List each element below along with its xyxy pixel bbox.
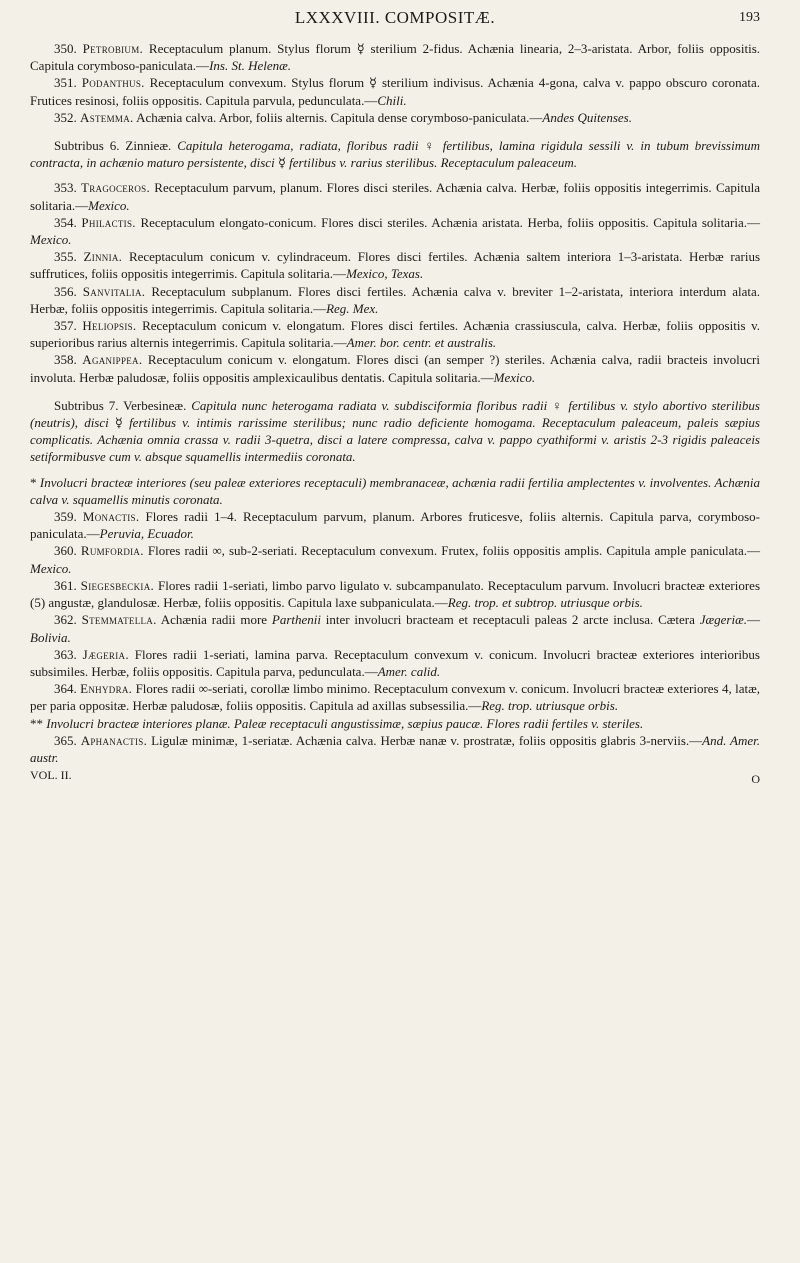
section-note — [30, 715, 760, 732]
section-note — [30, 474, 760, 508]
genus-name: Aganippea. — [82, 352, 143, 368]
entry-locality: Bolivia. — [30, 629, 71, 645]
entry-locality: Ins. St. Helenæ. — [209, 58, 292, 74]
entry-locality: Mexico. — [493, 369, 536, 385]
entry-number: 356. — [54, 283, 77, 299]
genus-name: Siegesbeckia. — [80, 577, 155, 593]
genus-entry — [30, 542, 760, 576]
genus-entry — [30, 351, 760, 385]
volume-label: VOL. II. — [30, 768, 72, 783]
chapter-title: LXXXVIII. COMPOSITÆ. — [294, 8, 496, 27]
entry-locality: Peruvia, Ecuador. — [99, 526, 194, 542]
genus-entry — [30, 611, 760, 645]
entry-number: 351. — [54, 75, 77, 91]
subtribe-heading — [30, 397, 760, 466]
subtribe-description: Capitula heterogama, radiata, floribus radii ♀ fertilibus, lamina rigidula sessili v. in tubum brevissimum contracta, in achænio maturo persistente, disci ☿ fertilibus v. rarius sterilibus. Receptaculum paleaceum. — [30, 138, 761, 171]
genus-entry — [30, 214, 760, 248]
genus-name: Philactis. — [81, 214, 136, 230]
genus-name: Sanvitalia. — [82, 283, 146, 299]
entry-text: Ligulæ minimæ, 1-seriatæ. Achænia calva. Herbæ nanæ v. prostratæ, foliis oppositis glabris 3-nerviis.— — [147, 732, 703, 748]
entry-number: 354. — [54, 214, 77, 230]
entry-text: Receptaculum conicum v. elongatum. Flores disci fertiles. Achænia crassiuscula, calva. Herbæ, foliis oppositis v. superioribus rarius alternis integerrimis. Capitula solitaria.— — [30, 318, 761, 351]
note-mark: * — [30, 474, 37, 490]
genus-name: Podanthus. — [81, 75, 145, 91]
note-text: Involucri bracteæ interiores (seu paleæ exteriores receptaculi) membranaceæ, achænia radii fertilia amplectentes v. involventes. Achænia calva v. squamellis minutis coronata. — [30, 474, 760, 507]
genus-entry — [30, 646, 760, 680]
entry-locality: Mexico, Texas. — [346, 266, 424, 282]
entry-text: Receptaculum planum. Stylus florum ☿ sterilium 2-fidus. Achænia linearia, 2–3-aristata. Arbor, foliis oppositis. Capitula corymboso-paniculata.— — [30, 41, 761, 74]
spacer — [30, 171, 760, 179]
entry-number: 359. — [54, 509, 77, 525]
entry-text: Flores radii 1-seriati, lamina parva. Receptaculum convexum v. conicum. Involucri bracteæ exteriores interioribus subsimiles. Herbæ, foliis oppositis. Capitula parva, pedunculata.— — [30, 646, 760, 679]
entry-number: 363. — [54, 646, 77, 662]
entry-locality: Mexico. — [30, 232, 72, 248]
page-footer — [30, 768, 760, 788]
entry-locality: And. Amer. austr. — [30, 732, 760, 765]
entry-number: 350. — [54, 41, 77, 56]
genus-entry — [30, 74, 760, 108]
entry-text: Receptaculum conicum v. cylindraceum. Flores disci fertiles. Achænia saltem interiora 1–3-aristata. Herbæ rarius suffrutices, foliis oppositis integerrimis. Capitula solitaria.— — [30, 249, 761, 282]
genus-name: Aphanactis. — [80, 732, 148, 748]
running-header — [30, 0, 760, 40]
note-mark: ** — [30, 715, 43, 731]
genus-name: Rumfordia. — [80, 543, 144, 559]
entry-number: 355. — [54, 249, 77, 265]
entry-number: 364. — [54, 681, 77, 697]
entry-number: 353. — [54, 180, 77, 196]
genus-name: Jægeria. — [82, 646, 129, 662]
genus-entry — [30, 248, 760, 282]
genus-entry — [30, 577, 760, 611]
entry-italic: Jægeriæ. — [699, 612, 748, 628]
entry-locality: Mexico. — [30, 560, 72, 576]
entry-locality: Amer. bor. centr. et australis. — [346, 335, 497, 351]
genus-entry — [30, 508, 760, 542]
genus-name: Tragoceros. — [81, 180, 151, 196]
signature-mark: O — [751, 772, 760, 787]
entry-locality: Reg. trop. et subtrop. utriusque orbis. — [447, 595, 643, 611]
entry-italic: Parthenii — [271, 612, 321, 628]
spacer — [30, 466, 760, 474]
genus-entry — [30, 680, 760, 714]
entry-number: 361. — [54, 577, 77, 593]
genus-name: Zinnia. — [83, 249, 123, 265]
entry-locality: Andes Quitenses. — [542, 109, 632, 125]
entry-number: 365. — [54, 732, 77, 748]
subtribe-heading — [30, 137, 760, 171]
entry-text: Receptaculum convexum. Stylus florum ☿ sterilium indivisus. Achænia 4-gona, calva v. pappo obscuro coronata. Frutices resinosi, foliis oppositis. Capitula parvula, pedunculata.— — [30, 75, 761, 108]
entry-number: 362. — [54, 612, 77, 628]
genus-name: Enhydra. — [80, 681, 133, 697]
genus-entry — [30, 317, 760, 351]
entry-text: Flores radii 1-seriati, limbo parvo ligulato v. subcampanulato. Receptaculum parvum. Involucri bracteæ exteriores (5) angustæ, glandulosæ. Herbæ, foliis oppositis. Capitula laxe subpaniculata.— — [30, 577, 761, 611]
entry-text: Achænia calva. Arbor, foliis alternis. Capitula dense corymboso-paniculata.— — [133, 109, 543, 125]
entry-number: 352. — [54, 109, 77, 125]
entry-locality: Chili. — [377, 92, 407, 108]
genus-name: Astemma. — [80, 109, 134, 125]
entry-locality: Reg. Mex. — [326, 300, 379, 316]
entry-text: Achænia radii more — [156, 612, 272, 628]
subtribe-description: Capitula nunc heterogama radiata v. subdisciformia floribus radii ♀ fertilibus v. stylo abortivo sterilibus (neutris), disci ☿ fertilibus v. intimis rarissime sterilibus; nunc radio deficiente homogama. Receptaculum paleaceum, paleis sæpius complicatis. Achænia omnia crassa v. radii 3-quetra, disci a latere compressa, calva v. pappo cyathiformi v. aristis 2-3 rigidis paleaceis setiformibusve cum v. absque squamellis intermediis coronata. — [30, 397, 760, 465]
genus-name: Monactis. — [82, 509, 140, 525]
entry-text: Receptaculum conicum v. elongatum. Flores disci (an semper ?) steriles. Achænia calva, radii bracteis involucri involuta. Herbæ paludosæ, foliis oppositis amplexicaulibus dentatis. Capitula solitaria.— — [30, 352, 760, 385]
entry-text: Flores radii 1–4. Receptaculum parvum, planum. Arbores fruticesve, foliis alternis. Capitula parva, corymboso-paniculata.— — [30, 509, 761, 542]
genus-entry — [30, 732, 760, 766]
entry-text: inter involucri bracteam et receptaculi paleas 2 arcte inclusa. Cætera — [320, 612, 700, 628]
entry-locality: Reg. trop. utriusque orbis. — [481, 698, 619, 714]
subtribe-name: Subtribus 6. Zinnieæ. — [54, 138, 172, 154]
entry-text: Receptaculum parvum, planum. Flores disci steriles. Achænia calva. Herbæ, foliis oppositis integerrimis. Capitula solitaria.— — [30, 180, 760, 213]
entry-text: Receptaculum elongato-conicum. Flores disci steriles. Achænia aristata. Herba, foliis oppositis. Capitula solitaria.— — [135, 214, 760, 230]
page-number: 193 — [739, 10, 760, 25]
genus-name: Petrobium. — [82, 41, 144, 56]
entry-text: Flores radii ∞, sub-2-seriati. Receptaculum convexum. Frutex, foliis oppositis amplis. Capitula ample paniculata.— — [143, 543, 761, 559]
entry-text: Flores radii ∞-seriati, corollæ limbo minimo. Receptaculum convexum v. conicum. Involucri bracteæ exteriores 4, latæ, per paria oppositæ. Herbæ paludosæ, foliis oppositis. Capitula ad axillas subsessilia.— — [30, 681, 761, 714]
genus-entry — [30, 179, 760, 213]
entry-locality: Amer. calid. — [377, 663, 441, 679]
entry-number: 357. — [54, 318, 77, 334]
genus-entry — [30, 283, 760, 317]
page-body — [30, 40, 760, 766]
genus-entry — [30, 40, 760, 74]
subtribe-name: Subtribus 7. Verbesineæ. — [54, 397, 187, 413]
entry-number: 358. — [54, 352, 77, 368]
genus-name: Heliopsis. — [82, 318, 137, 334]
genus-name: Stemmatella. — [81, 612, 157, 628]
entry-number: 360. — [54, 543, 77, 559]
entry-text: Receptaculum subplanum. Flores disci fertiles. Achænia calva v. breviter 1–2-aristata, interiora interdum alata. Herbæ, foliis oppositis integerrimis. Capitula solitaria.— — [30, 283, 761, 316]
note-text: Involucri bracteæ interiores planæ. Paleæ receptaculi angustissimæ, sæpius paucæ. Flores radii fertiles v. steriles. — [43, 715, 644, 731]
genus-entry — [30, 109, 760, 126]
entry-text: — — [747, 612, 761, 628]
entry-locality: Mexico. — [88, 197, 130, 213]
